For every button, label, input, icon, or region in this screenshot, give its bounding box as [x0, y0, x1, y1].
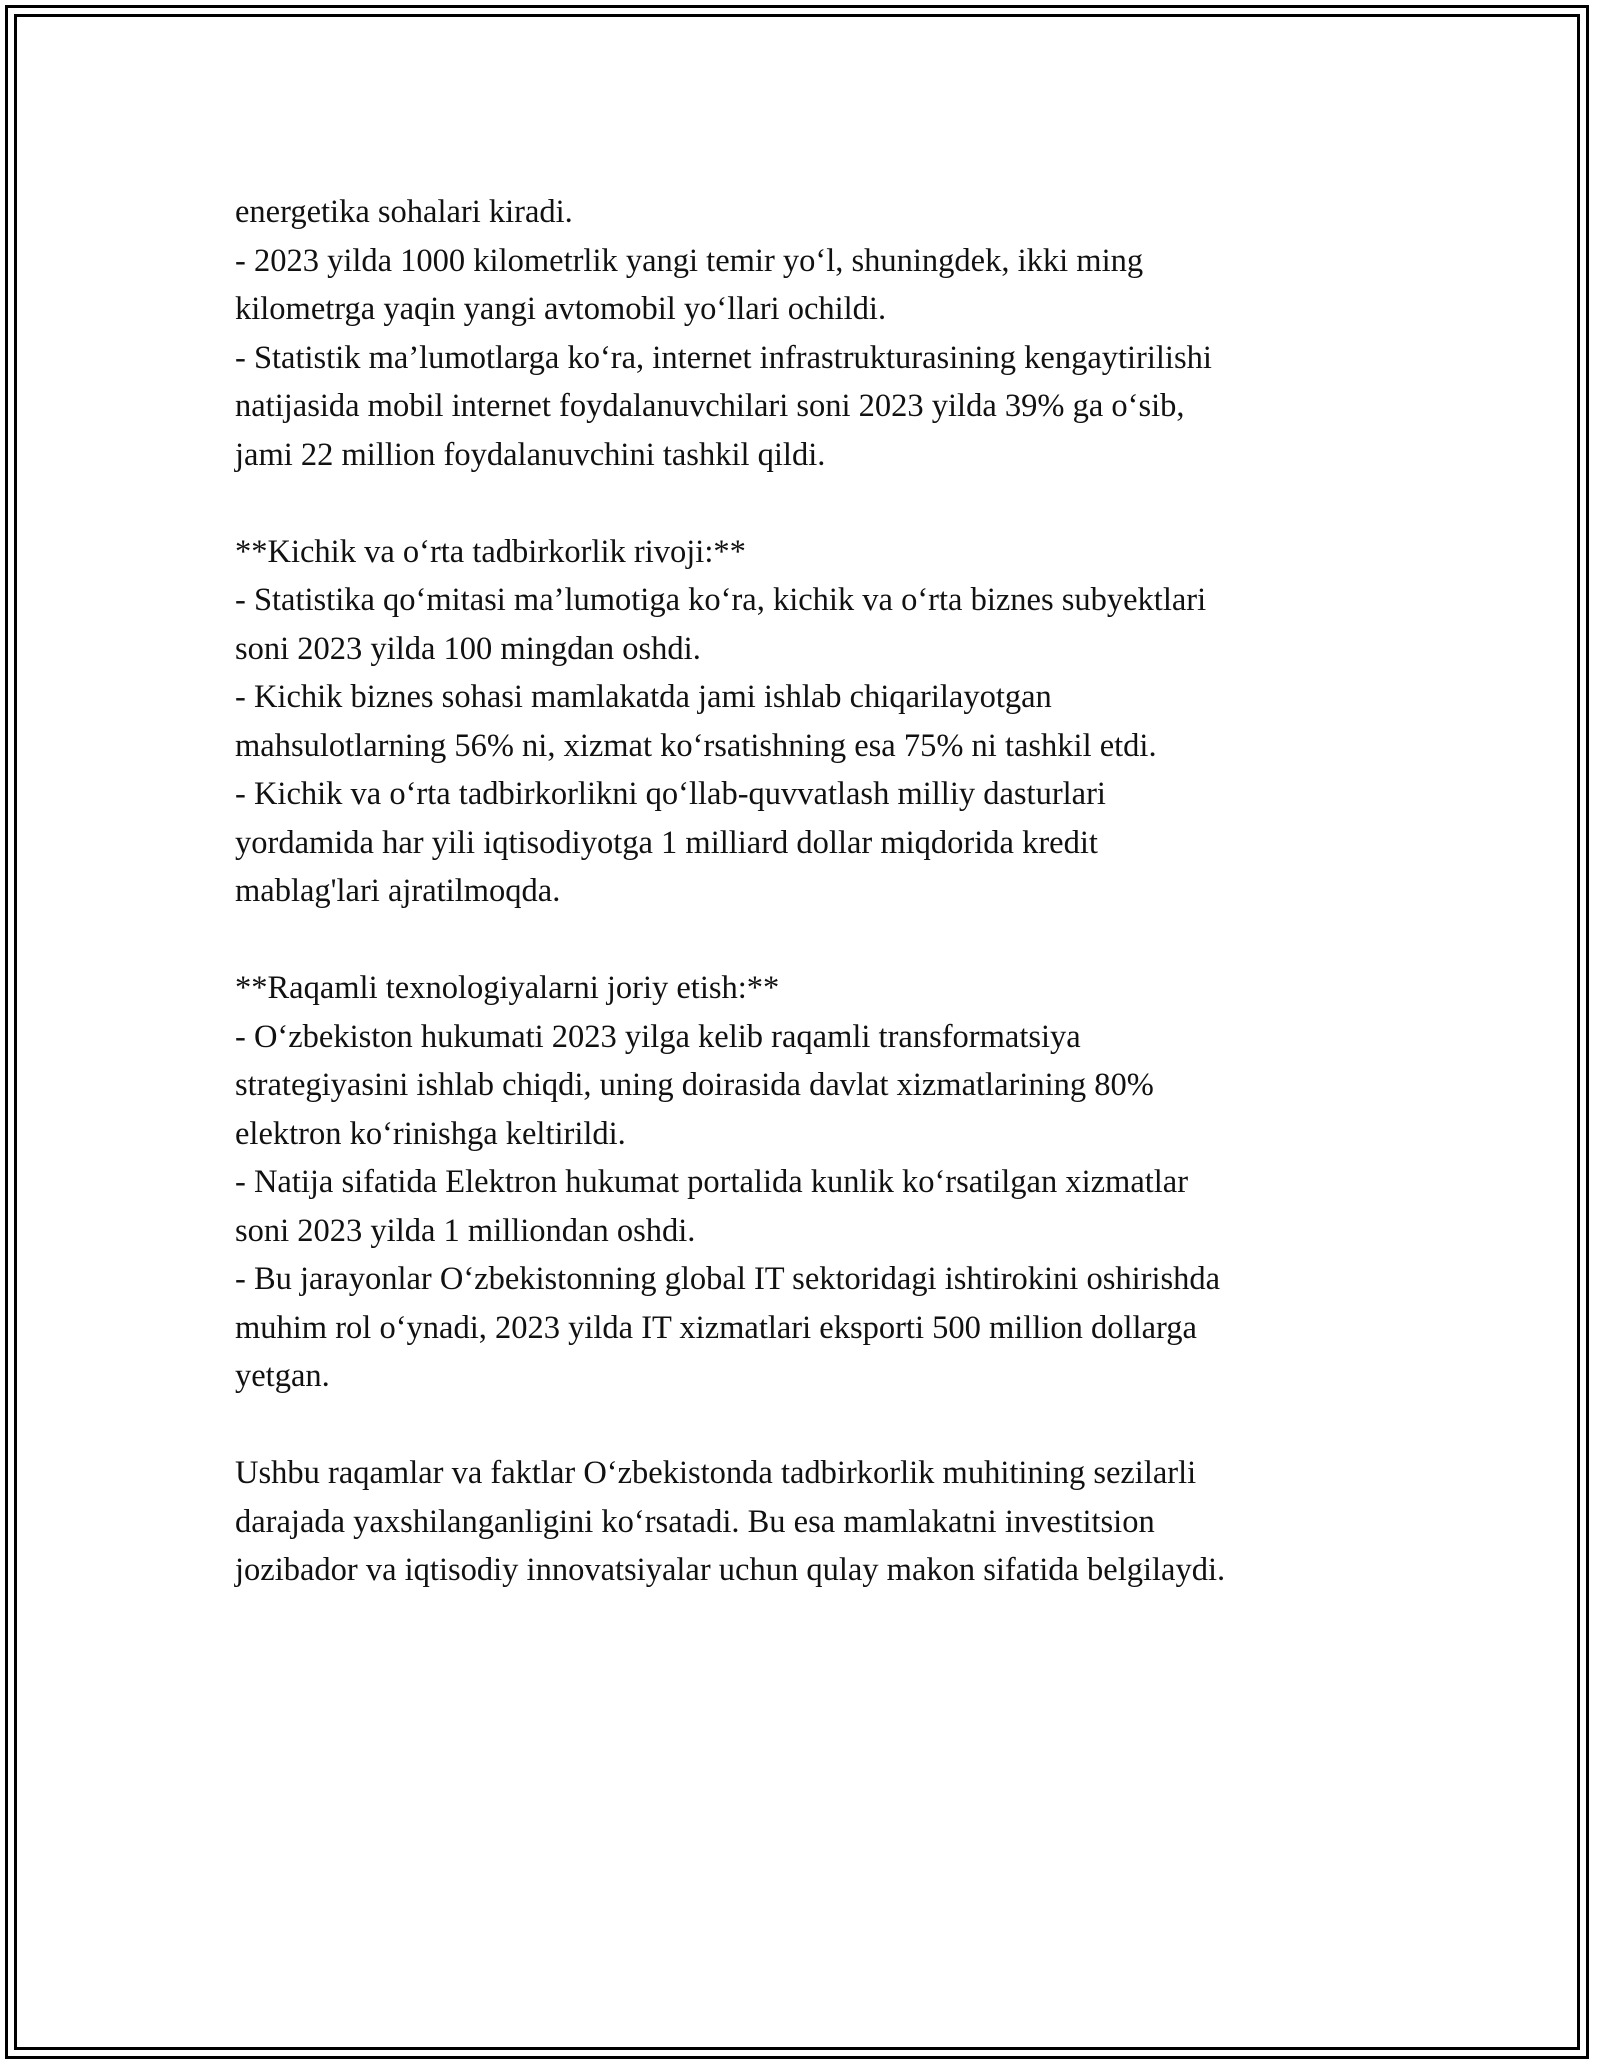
paragraph-gap: [235, 916, 1395, 965]
document-body: [235, 188, 1395, 1595]
paragraph-small-business: [235, 528, 1395, 916]
text-line: Ushbu raqamlar va faktlar O‘zbekistonda tadbirkorlik muhitining sezilarli: [235, 1455, 1197, 1491]
section-heading: **Raqamli texnologiyalarni joriy etish:**: [235, 970, 780, 1006]
text-line: muhim rol o‘ynadi, 2023 yilda IT xizmatlari eksporti 500 million dollarga: [235, 1309, 1197, 1346]
text-line: - Kichik biznes sohasi mamlakatda jami ishlab chiqarilayotgan: [235, 679, 1052, 715]
text-line: kilometrga yaqin yangi avtomobil yo‘llari ochildi.: [235, 291, 887, 327]
text-line: - Statistika qo‘mitasi ma’lumotiga ko‘ra, kichik va o‘rta biznes subyektlari: [235, 582, 1207, 618]
text-line: yordamida har yili iqtisodiyotga 1 milliard dollar miqdorida kredit: [235, 824, 1098, 861]
text-line: soni 2023 yilda 100 mingdan oshdi.: [235, 630, 701, 667]
text-line: elektron ko‘rinishga keltirildi.: [235, 1115, 626, 1152]
text-line: natijasida mobil internet foydalanuvchilari soni 2023 yilda 39% ga o‘sib,: [235, 388, 1185, 424]
paragraph-gap: [235, 1401, 1395, 1450]
text-line: mahsulotlarning 56% ni, xizmat ko‘rsatishning esa 75% ni tashkil etdi.: [235, 727, 1157, 764]
text-line: - O‘zbekiston hukumati 2023 yilga kelib raqamli transformatsiya: [235, 1018, 1081, 1055]
text-line: - 2023 yilda 1000 kilometrlik yangi temir yo‘l, shuningdek, ikki ming: [235, 242, 1144, 279]
text-line: - Statistik ma’lumotlarga ko‘ra, internet infrastrukturasining kengaytirilishi: [235, 339, 1212, 376]
paragraph-infrastructure: [235, 188, 1395, 479]
paragraph-conclusion: [235, 1449, 1395, 1595]
text-line: yetgan.: [235, 1358, 330, 1394]
paragraph-digital-technologies: [235, 964, 1395, 1401]
text-line: darajada yaxshilanganligini ko‘rsatadi. Bu esa mamlakatni investitsion: [235, 1503, 1155, 1540]
text-line: soni 2023 yilda 1 milliondan oshdi.: [235, 1212, 696, 1249]
text-line: mablag'lari ajratilmoqda.: [235, 873, 561, 909]
text-line: - Bu jarayonlar O‘zbekistonning global IT sektoridagi ishtirokini oshirishda: [235, 1261, 1221, 1297]
text-line: jami 22 million foydalanuvchini tashkil qildi.: [235, 436, 826, 473]
text-line: strategiyasini ishlab chiqdi, uning doirasida davlat xizmatlarining 80%: [235, 1067, 1154, 1103]
text-line: energetika sohalari kiradi.: [235, 194, 573, 230]
text-line: - Natija sifatida Elektron hukumat portalida kunlik ko‘rsatilgan xizmatlar: [235, 1164, 1189, 1200]
paragraph-gap: [235, 479, 1395, 528]
text-line: jozibador va iqtisodiy innovatsiyalar uchun qulay makon sifatida belgilaydi.: [235, 1552, 1226, 1588]
text-line: - Kichik va o‘rta tadbirkorlikni qo‘llab-quvvatlash milliy dasturlari: [235, 776, 1106, 812]
section-heading: **Kichik va o‘rta tadbirkorlik rivoji:**: [235, 533, 746, 570]
